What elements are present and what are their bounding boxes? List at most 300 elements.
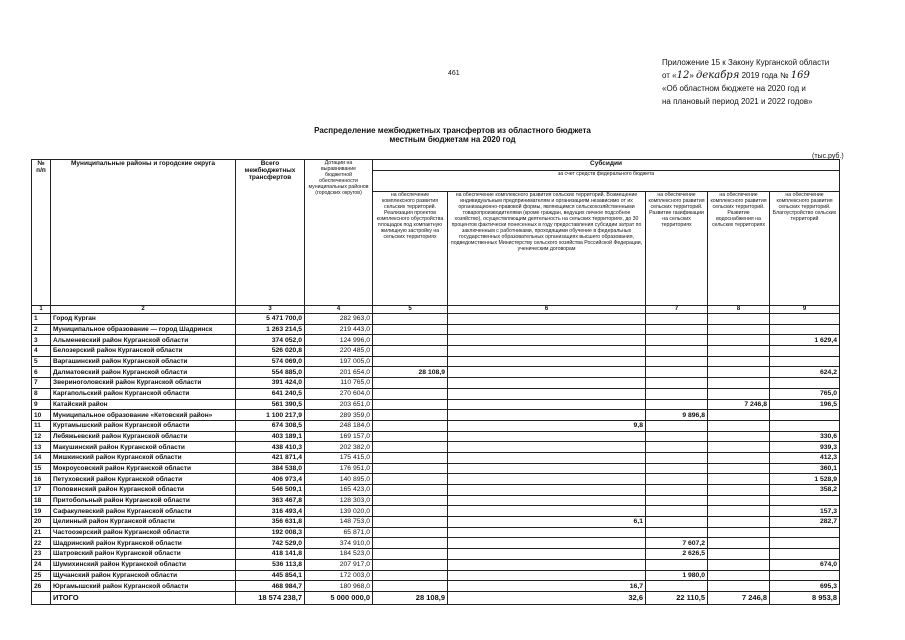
row-col8 xyxy=(708,506,770,517)
row-total: 192 008,3 xyxy=(236,527,305,538)
row-name: Звериноголовский район Курганской области xyxy=(51,378,236,389)
row-col6 xyxy=(448,463,646,474)
row-total: 421 871,4 xyxy=(236,452,305,463)
row-total: 574 069,0 xyxy=(236,356,305,367)
row-total: 316 493,4 xyxy=(236,506,305,517)
table-row xyxy=(32,517,840,528)
row-col9 xyxy=(770,346,840,357)
total-col7: 22 110,5 xyxy=(646,591,708,604)
row-dotation: 110 765,0 xyxy=(305,378,373,389)
col-index: 6 xyxy=(448,306,646,314)
row-name: Каргапольский район Курганской области xyxy=(51,388,236,399)
header-col9: на обеспечение комплексного развития сельских территорий. Благоустройство сельских территорий xyxy=(770,192,840,306)
row-col7 xyxy=(646,442,708,453)
row-name: Шумихинский район Курганской области xyxy=(51,559,236,570)
row-name: Юргамышский район Курганской области xyxy=(51,581,236,592)
row-number: 25 xyxy=(32,570,51,581)
row-dotation: 148 753,0 xyxy=(305,517,373,528)
appendix-line4: на плановый период 2021 и 2022 годов» xyxy=(662,97,813,106)
row-number: 21 xyxy=(32,527,51,538)
row-total: 438 410,3 xyxy=(236,442,305,453)
row-dotation: 219 443,0 xyxy=(305,324,373,335)
row-col9 xyxy=(770,549,840,560)
row-col6 xyxy=(448,356,646,367)
row-col9: 1 528,9 xyxy=(770,474,840,485)
header-no: № п/п xyxy=(32,160,51,306)
row-dotation: 180 968,0 xyxy=(305,581,373,592)
table-row xyxy=(32,506,840,517)
total-col5: 28 108,9 xyxy=(373,591,448,604)
row-number: 10 xyxy=(32,410,51,421)
row-col8 xyxy=(708,335,770,346)
appendix-day: 12 xyxy=(676,70,690,81)
table-row xyxy=(32,356,840,367)
row-col8: 7 246,8 xyxy=(708,399,770,410)
row-dotation: 202 382,0 xyxy=(305,442,373,453)
row-col7 xyxy=(646,420,708,431)
row-col5 xyxy=(373,452,448,463)
table-body xyxy=(32,314,840,592)
row-total: 356 631,8 xyxy=(236,517,305,528)
header-subsidies: Субсидии xyxy=(373,160,840,171)
row-col6 xyxy=(448,324,646,335)
appendix-mid: » xyxy=(689,71,697,80)
row-col8 xyxy=(708,527,770,538)
row-col8 xyxy=(708,431,770,442)
row-total: 641 240,5 xyxy=(236,388,305,399)
row-col5 xyxy=(373,463,448,474)
header-federal: за счет средств федерального бюджета xyxy=(373,171,840,192)
row-number: 16 xyxy=(32,474,51,485)
row-col5 xyxy=(373,399,448,410)
row-col5 xyxy=(373,474,448,485)
row-col5 xyxy=(373,527,448,538)
row-col9 xyxy=(770,420,840,431)
row-number: 13 xyxy=(32,442,51,453)
row-number: 26 xyxy=(32,581,51,592)
row-col6 xyxy=(448,549,646,560)
row-col6 xyxy=(448,314,646,325)
row-name: Шатровский район Курганской области xyxy=(51,549,236,560)
row-col7 xyxy=(646,581,708,592)
row-col9 xyxy=(770,527,840,538)
row-col5 xyxy=(373,517,448,528)
appendix-year: 2019 года № xyxy=(739,71,789,80)
row-total: 742 529,0 xyxy=(236,538,305,549)
row-number: 3 xyxy=(32,335,51,346)
table-row xyxy=(32,559,840,570)
table-row xyxy=(32,538,840,549)
row-col6 xyxy=(448,335,646,346)
row-col6 xyxy=(448,570,646,581)
row-name: Шадринский район Курганской области xyxy=(51,538,236,549)
row-name: Щучанский район Курганской области xyxy=(51,570,236,581)
row-name: Петуховский район Курганской области xyxy=(51,474,236,485)
appendix-from: от « xyxy=(662,71,677,80)
row-dotation: 139 020,0 xyxy=(305,506,373,517)
row-col5 xyxy=(373,420,448,431)
appendix-line3: «Об областном бюджете на 2020 год и xyxy=(662,84,806,93)
row-col9: 674,0 xyxy=(770,559,840,570)
row-col6: 6,1 xyxy=(448,517,646,528)
row-number: 24 xyxy=(32,559,51,570)
row-number: 15 xyxy=(32,463,51,474)
row-col6 xyxy=(448,410,646,421)
row-number: 19 xyxy=(32,506,51,517)
row-col7 xyxy=(646,485,708,496)
row-col6 xyxy=(448,506,646,517)
row-number: 8 xyxy=(32,388,51,399)
row-col8 xyxy=(708,388,770,399)
row-col6: 16,7 xyxy=(448,581,646,592)
col-index: 8 xyxy=(708,306,770,314)
row-total: 468 984,7 xyxy=(236,581,305,592)
row-col9: 330,6 xyxy=(770,431,840,442)
row-col5 xyxy=(373,538,448,549)
row-col9: 939,3 xyxy=(770,442,840,453)
row-col5 xyxy=(373,356,448,367)
table-row xyxy=(32,378,840,389)
row-col5 xyxy=(373,431,448,442)
row-col8 xyxy=(708,378,770,389)
row-total: 384 538,0 xyxy=(236,463,305,474)
row-col8 xyxy=(708,517,770,528)
table-row xyxy=(32,431,840,442)
row-name: Целинный район Курганской области xyxy=(51,517,236,528)
appendix-law-no: 169 xyxy=(790,70,810,81)
row-col7 xyxy=(646,314,708,325)
row-col6 xyxy=(448,388,646,399)
page-number: 461 xyxy=(448,70,460,77)
row-col7 xyxy=(646,346,708,357)
row-total: 536 113,8 xyxy=(236,559,305,570)
row-dotation: 220 485,0 xyxy=(305,346,373,357)
col-index: 1 xyxy=(32,306,51,314)
row-total: 546 509,1 xyxy=(236,485,305,496)
row-col8 xyxy=(708,314,770,325)
table-row xyxy=(32,410,840,421)
table-row xyxy=(32,485,840,496)
row-col8 xyxy=(708,324,770,335)
row-number: 17 xyxy=(32,485,51,496)
row-total: 374 052,0 xyxy=(236,335,305,346)
row-col7 xyxy=(646,506,708,517)
table-row xyxy=(32,570,840,581)
row-total: 1 100 217,9 xyxy=(236,410,305,421)
row-col8 xyxy=(708,367,770,378)
row-name: Макушинский район Курганской области xyxy=(51,442,236,453)
row-dotation: 282 963,0 xyxy=(305,314,373,325)
row-number: 14 xyxy=(32,452,51,463)
row-col6 xyxy=(448,559,646,570)
row-total: 1 263 214,5 xyxy=(236,324,305,335)
row-total: 561 390,5 xyxy=(236,399,305,410)
table-row xyxy=(32,335,840,346)
row-number: 9 xyxy=(32,399,51,410)
row-col5 xyxy=(373,410,448,421)
row-number: 2 xyxy=(32,324,51,335)
table-row xyxy=(32,527,840,538)
row-col5 xyxy=(373,495,448,506)
row-col9: 624,2 xyxy=(770,367,840,378)
row-col7 xyxy=(646,452,708,463)
row-name: Половинский район Курганской области xyxy=(51,485,236,496)
row-col8 xyxy=(708,452,770,463)
header-col6: на обеспечение комплексного развития сельских территорий. Возмещение индивидуальным предпринимателям и организациям независимо от их организационно-правовой формы, являющимся сельскохозяйственными товаропроизводителями (кроме граждан, ведущих личное подсобное хозяйство), осуществляющим деятельность на сельских территориях, до 30 процентов фактически понесенных в году предоставления субсидии затрат по заключенным с работниками, проходящими обучение в федеральных государственных образовательных организациях высшего образования, подведомственных Министерству сельского хозяйства Российской Федерации, ученическим договорам xyxy=(448,192,646,306)
row-total: 554 885,0 xyxy=(236,367,305,378)
row-col9 xyxy=(770,410,840,421)
table-row xyxy=(32,452,840,463)
row-col6 xyxy=(448,346,646,357)
row-dotation: 169 157,0 xyxy=(305,431,373,442)
row-col5 xyxy=(373,570,448,581)
transfers-table xyxy=(31,159,840,605)
row-col6: 9,8 xyxy=(448,420,646,431)
row-number: 4 xyxy=(32,346,51,357)
row-dotation: 248 184,0 xyxy=(305,420,373,431)
row-col6 xyxy=(448,485,646,496)
row-dotation: 124 996,0 xyxy=(305,335,373,346)
row-col8 xyxy=(708,538,770,549)
row-col7: 1 980,0 xyxy=(646,570,708,581)
row-col7 xyxy=(646,335,708,346)
appendix-line1: Приложение 15 к Закону Курганской области xyxy=(662,58,830,67)
appendix-line2 xyxy=(662,69,829,82)
units-label: (тыс.руб.) xyxy=(812,153,844,160)
row-col9: 282,7 xyxy=(770,517,840,528)
table-row xyxy=(32,314,840,325)
row-col9 xyxy=(770,356,840,367)
row-dotation: 184 523,0 xyxy=(305,549,373,560)
row-col9: 358,2 xyxy=(770,485,840,496)
header-col8: на обеспечение комплексного развития сельских территорий. Развитие водоснабжения на сельских территориях xyxy=(708,192,770,306)
row-col9: 360,1 xyxy=(770,463,840,474)
row-total: 363 467,8 xyxy=(236,495,305,506)
row-name: Муниципальное образование — город Шадринск xyxy=(51,324,236,335)
table-row xyxy=(32,442,840,453)
header-name: Муниципальные районы и городские округа xyxy=(51,160,236,306)
row-dotation: 197 005,0 xyxy=(305,356,373,367)
row-col5 xyxy=(373,442,448,453)
row-dotation: 140 895,0 xyxy=(305,474,373,485)
row-col5 xyxy=(373,485,448,496)
row-col7 xyxy=(646,324,708,335)
row-col9: 157,3 xyxy=(770,506,840,517)
total-sum: 18 574 238,7 xyxy=(236,591,305,604)
row-dotation: 289 359,0 xyxy=(305,410,373,421)
table-row xyxy=(32,399,840,410)
row-col7 xyxy=(646,474,708,485)
row-col8 xyxy=(708,581,770,592)
row-dotation: 175 415,0 xyxy=(305,452,373,463)
row-name: Далматовский район Курганской области xyxy=(51,367,236,378)
row-col5 xyxy=(373,506,448,517)
row-dotation: 374 910,0 xyxy=(305,538,373,549)
row-col8 xyxy=(708,356,770,367)
row-dotation: 165 423,0 xyxy=(305,485,373,496)
row-name: Куртамышский район Курганской области xyxy=(51,420,236,431)
row-dotation: 270 604,0 xyxy=(305,388,373,399)
row-col7 xyxy=(646,356,708,367)
title-line2: местным бюджетам на 2020 год xyxy=(389,135,516,144)
row-col5 xyxy=(373,378,448,389)
row-name: Варгашинский район Курганской области xyxy=(51,356,236,367)
row-col6 xyxy=(448,538,646,549)
row-total: 403 189,1 xyxy=(236,431,305,442)
document-title xyxy=(0,126,905,144)
header-col7: на обеспечение комплексного развития сельских территорий. Развитие газификации на сельских территориях xyxy=(646,192,708,306)
column-index-row xyxy=(32,306,840,314)
row-col8 xyxy=(708,346,770,357)
row-dotation: 65 871,0 xyxy=(305,527,373,538)
row-col6 xyxy=(448,399,646,410)
row-col8 xyxy=(708,549,770,560)
row-col8 xyxy=(708,485,770,496)
col-index: 3 xyxy=(236,306,305,314)
row-total: 674 308,5 xyxy=(236,420,305,431)
col-index: 2 xyxy=(51,306,236,314)
row-col6 xyxy=(448,367,646,378)
row-col6 xyxy=(448,452,646,463)
row-col9 xyxy=(770,538,840,549)
row-total: 406 973,4 xyxy=(236,474,305,485)
table-row xyxy=(32,346,840,357)
row-number: 1 xyxy=(32,314,51,325)
row-col9 xyxy=(770,314,840,325)
row-col7 xyxy=(646,367,708,378)
row-col8 xyxy=(708,495,770,506)
row-col9: 765,0 xyxy=(770,388,840,399)
table-row xyxy=(32,463,840,474)
row-name: Город Курган xyxy=(51,314,236,325)
row-number: 22 xyxy=(32,538,51,549)
row-name: Лебяжьевский район Курганской области xyxy=(51,431,236,442)
row-name: Белозерский район Курганской области xyxy=(51,346,236,357)
row-col7 xyxy=(646,399,708,410)
row-col8 xyxy=(708,420,770,431)
table-row xyxy=(32,581,840,592)
row-col5 xyxy=(373,388,448,399)
row-total: 391 424,0 xyxy=(236,378,305,389)
appendix-month: декабря xyxy=(696,70,740,81)
row-col5 xyxy=(373,314,448,325)
table-row xyxy=(32,549,840,560)
row-col5 xyxy=(373,346,448,357)
row-number: 11 xyxy=(32,420,51,431)
row-number: 23 xyxy=(32,549,51,560)
row-col9: 412,3 xyxy=(770,452,840,463)
total-col8: 7 246,8 xyxy=(708,591,770,604)
header-dotation: Дотации на выравнивание бюджетной обеспеченности муниципальных районов (городских округов) xyxy=(305,160,373,306)
row-col9 xyxy=(770,378,840,389)
total-label: ИТОГО xyxy=(51,591,236,604)
table-row xyxy=(32,367,840,378)
col-index: 4 xyxy=(305,306,373,314)
row-col5 xyxy=(373,335,448,346)
row-name: Сафакулевский район Курганской области xyxy=(51,506,236,517)
row-col8 xyxy=(708,570,770,581)
table-row xyxy=(32,474,840,485)
row-col9 xyxy=(770,570,840,581)
row-col6 xyxy=(448,474,646,485)
row-col7: 7 607,2 xyxy=(646,538,708,549)
row-name: Мокроусовский район Курганской области xyxy=(51,463,236,474)
row-col8 xyxy=(708,559,770,570)
col-index: 5 xyxy=(373,306,448,314)
table-row xyxy=(32,388,840,399)
row-total: 445 854,1 xyxy=(236,570,305,581)
row-col5: 28 108,9 xyxy=(373,367,448,378)
total-row xyxy=(32,591,840,604)
row-col6 xyxy=(448,495,646,506)
row-number: 20 xyxy=(32,517,51,528)
row-dotation: 176 951,0 xyxy=(305,463,373,474)
col-index: 7 xyxy=(646,306,708,314)
row-col7 xyxy=(646,559,708,570)
row-col7 xyxy=(646,388,708,399)
row-name: Муниципальное образование «Кетовский район» xyxy=(51,410,236,421)
row-col8 xyxy=(708,442,770,453)
table-row xyxy=(32,495,840,506)
row-name: Катайский район xyxy=(51,399,236,410)
row-col9 xyxy=(770,324,840,335)
row-col5 xyxy=(373,324,448,335)
row-col8 xyxy=(708,474,770,485)
row-col8 xyxy=(708,463,770,474)
row-total: 526 020,8 xyxy=(236,346,305,357)
table-row xyxy=(32,420,840,431)
row-col9: 196,5 xyxy=(770,399,840,410)
row-col5 xyxy=(373,581,448,592)
row-name: Мишкинский район Курганской области xyxy=(51,452,236,463)
row-col6 xyxy=(448,378,646,389)
header-col5: на обеспечение комплексного развития сельских территорий. Реализация проектов комплексного обустройства площадок под компактную жилищную застройку на сельских территориях xyxy=(373,192,448,306)
row-col5 xyxy=(373,559,448,570)
row-name: Притобольный район Курганской области xyxy=(51,495,236,506)
table-row xyxy=(32,324,840,335)
title-line1: Распределение межбюджетных трансфертов из областного бюджета xyxy=(314,126,591,135)
row-col6 xyxy=(448,527,646,538)
row-name: Альменевский район Курганской области xyxy=(51,335,236,346)
total-no xyxy=(32,591,51,604)
row-col7 xyxy=(646,495,708,506)
row-total: 5 471 700,0 xyxy=(236,314,305,325)
row-number: 7 xyxy=(32,378,51,389)
row-col7 xyxy=(646,378,708,389)
row-number: 5 xyxy=(32,356,51,367)
row-col7: 9 896,8 xyxy=(646,410,708,421)
total-dotation: 5 000 000,0 xyxy=(305,591,373,604)
row-col8 xyxy=(708,410,770,421)
row-col7 xyxy=(646,463,708,474)
total-col6: 32,6 xyxy=(448,591,646,604)
row-number: 18 xyxy=(32,495,51,506)
row-col9 xyxy=(770,495,840,506)
row-name: Частоозерский район Курганской области xyxy=(51,527,236,538)
row-dotation: 207 917,0 xyxy=(305,559,373,570)
row-dotation: 201 654,0 xyxy=(305,367,373,378)
row-col7 xyxy=(646,527,708,538)
row-col7 xyxy=(646,431,708,442)
row-dotation: 203 651,0 xyxy=(305,399,373,410)
row-number: 6 xyxy=(32,367,51,378)
row-col9: 695,3 xyxy=(770,581,840,592)
total-col9: 8 953,8 xyxy=(770,591,840,604)
row-col7: 2 626,5 xyxy=(646,549,708,560)
row-col5 xyxy=(373,549,448,560)
row-col9: 1 629,4 xyxy=(770,335,840,346)
col-index: 9 xyxy=(770,306,840,314)
